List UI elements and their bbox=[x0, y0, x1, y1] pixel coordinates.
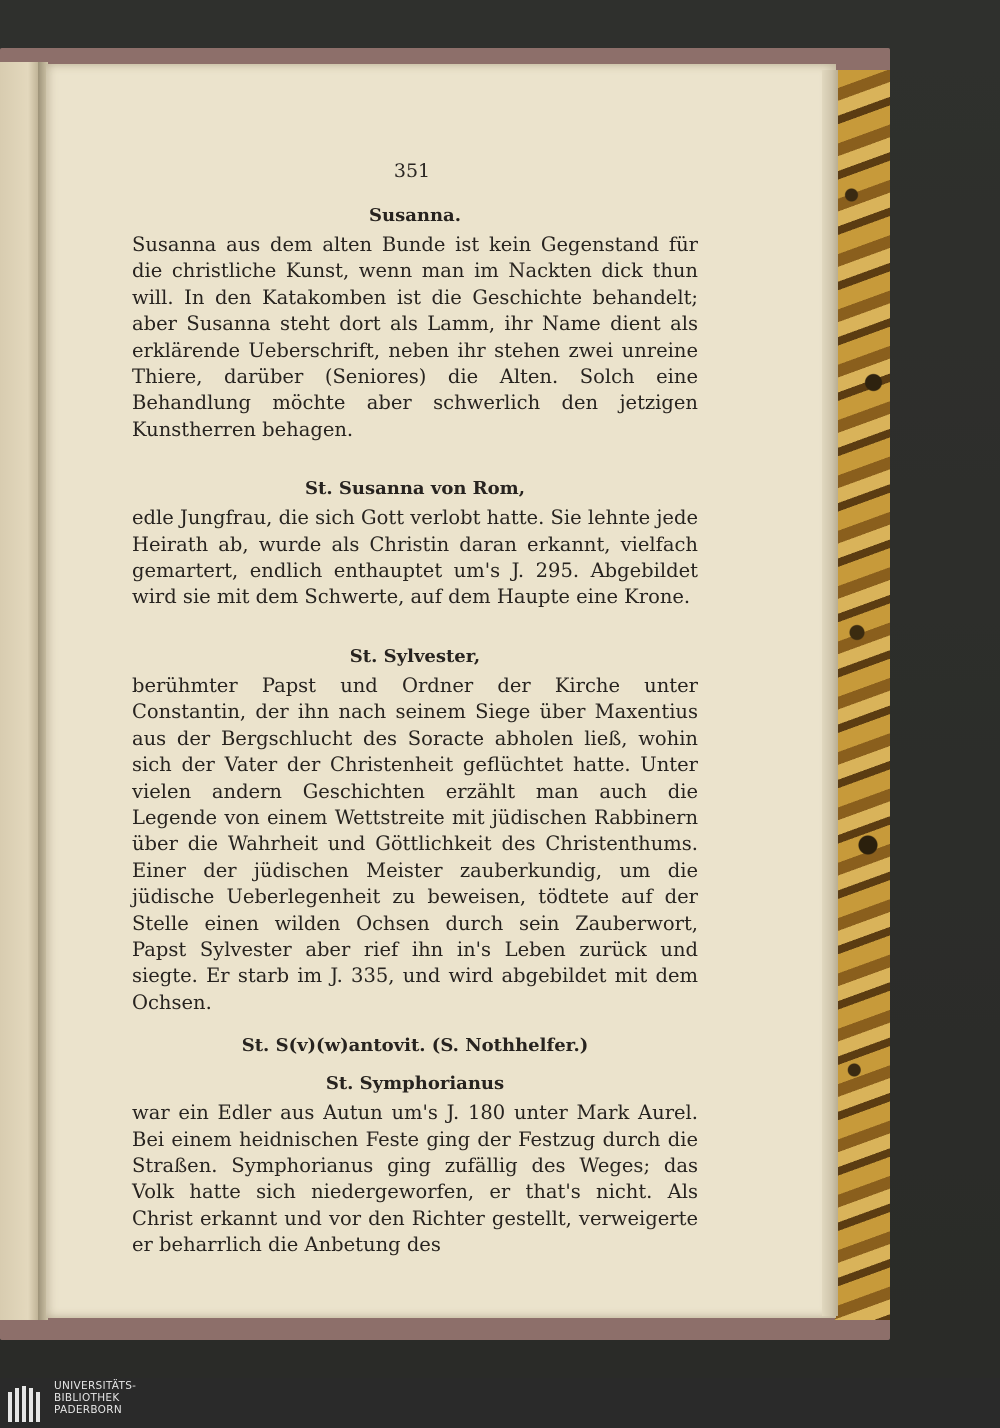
paragraph-symphorianus: war ein Edler aus Autun um's J. 180 unter Mark Aurel. Bei einem heidnischen Feste ging der Festzug durch die Straßen. Symphorianus ging zufällig des Weges; das Volk hatte sich niedergeworfen, er that's nicht. Als Christ erkannt und vor den Richter gestellt, verweigerte er beharrlich die Anbetung des bbox=[132, 1101, 698, 1257]
page-fore-edge bbox=[822, 70, 838, 1316]
heading-symphorianus: St. Symphorianus bbox=[325, 1073, 505, 1095]
heading-susanna: Susanna. bbox=[369, 205, 461, 226]
library-logo-icon bbox=[6, 1384, 46, 1424]
library-name-line3: PADERBORN bbox=[54, 1404, 122, 1416]
page-text bbox=[132, 200, 698, 1259]
paragraph-sylvester: berühmter Papst und Ordner der Kirche unter Constantin, der ihn nach seinem Siege über Maxentius aus der Bergschlucht des Soracte abholen ließ, wohin sich der Vater der Christenheit geflüchtet hatte. Unter vielen andern Geschichten erzählt man auch die Legende von einem Wettstreite mit jüdischen Rabbinern über die Wahrheit und Göttlichkeit des Christenthums. Einer der jüdischen Meister zauberkundig, um die jüdische Ueberlegenheit zu beweisen, tödtete auf der Stelle einen wilden Ochsen durch sein Zauberwort, Papst Sylvester aber rief ihn in's Leben zurück und siegte. Er starb im J. 335, und wird abgebildet mit dem Ochsen. bbox=[132, 673, 698, 1014]
library-name-line2: BIBLIOTHEK bbox=[54, 1392, 120, 1404]
paragraph-susanna: Susanna aus dem alten Bunde ist kein Gegenstand für die christliche Kunst, wenn man im Nackten dick thun will. In den Katakomben ist die Geschichte behandelt; aber Susanna steht dort als Lamm, ihr Name dient als erklärende Ueberschrift, neben ihr stehen zwei unreine Thiere, darüber (Seniores) die Alten. Solch eine Behandlung möchte aber schwerlich den jetzigen Kunstherren behagen. bbox=[132, 233, 698, 441]
library-name bbox=[54, 1380, 194, 1416]
heading-sylvester: St. Sylvester, bbox=[349, 645, 481, 667]
library-name-line1: UNIVERSITÄTS- bbox=[54, 1380, 137, 1392]
page-number: 351 bbox=[393, 160, 431, 182]
heading-susanna-von-rom: St. Susanna von Rom, bbox=[305, 478, 525, 500]
heading-svantovit: St. S(v)(w)antovit. (S. Nothhelfer.) bbox=[241, 1035, 589, 1057]
left-page-edge bbox=[0, 62, 40, 1320]
marbled-edge bbox=[835, 70, 890, 1320]
paragraph-susanna-von-rom: edle Jungfrau, die sich Gott verlobt hatte. Sie lehnte jede Heirath ab, wurde als Christin daran erkannt, vielfach gemartert, endlich enthauptet um's J. 295. Abgebildet wird sie mit dem Schwerte, auf dem Haupte eine Krone. bbox=[132, 506, 698, 609]
